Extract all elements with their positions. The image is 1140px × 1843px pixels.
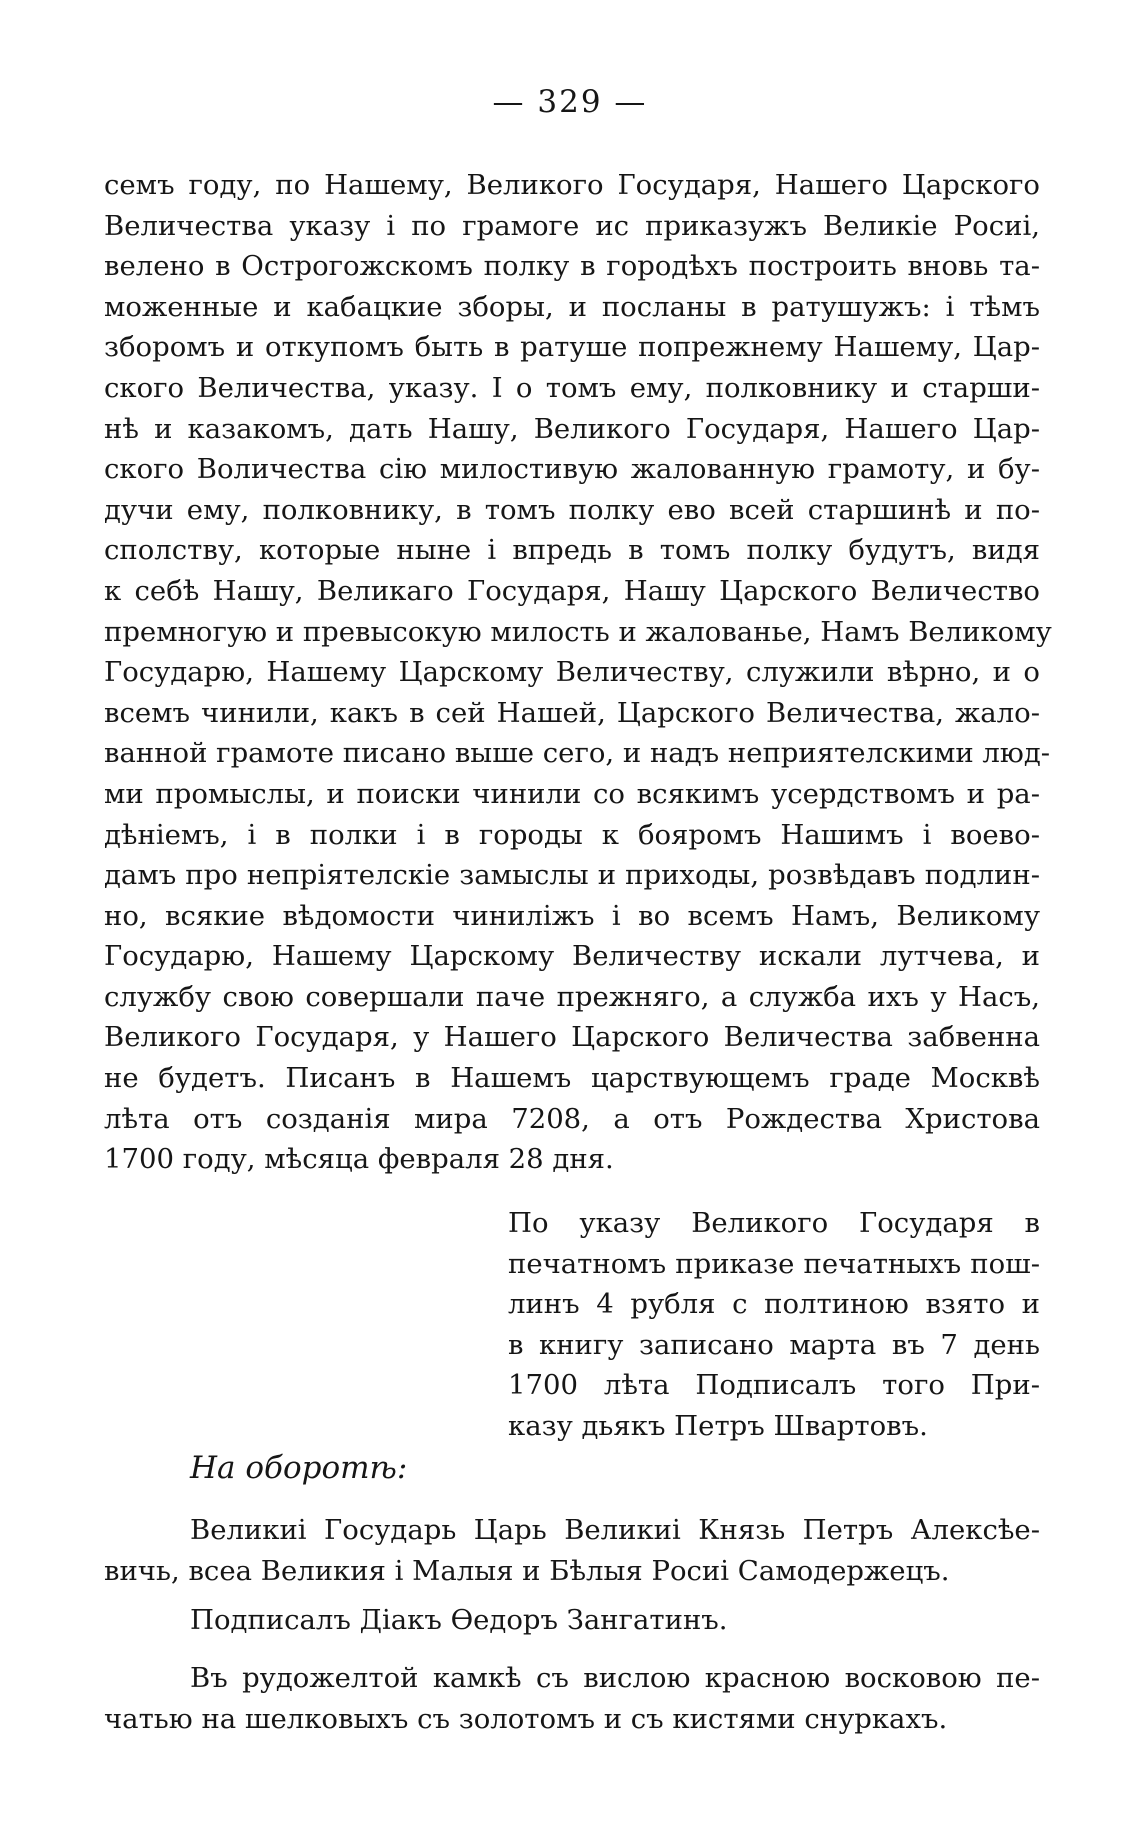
text-line: дамъ про непріятелскіе замыслы и приходы, розвѣдавъ подлин- <box>104 859 1040 892</box>
text-line: ского Воличества сію милостивую жалованную грамоту, и бу- <box>104 453 1040 486</box>
main-text <box>104 165 1052 1180</box>
text-line: велено в Острогожскомъ полку в городѣхъ построить вновь та- <box>104 250 1040 283</box>
text-line: семъ году, по Нашему, Великого Государя, Нашего Царского <box>104 169 1040 201</box>
note-line: казу дьякъ Петръ Швартовъ. <box>508 1409 928 1442</box>
note-line: линъ 4 рубля с полтиною взято и <box>508 1288 1040 1321</box>
text-line: зборомъ и откупомъ быть в ратуше попрежнему Нашему, Цар- <box>104 331 1040 364</box>
note-line: По указу Великого Государя в <box>508 1207 1040 1239</box>
text-line: ванной грамоте писано выше сего, и надъ неприятелскими люд- <box>104 737 1051 770</box>
text-line: моженные и кабацкие зборы, и посланы в ратушужъ: і тѣмъ <box>104 290 1040 323</box>
text-line: дѣніемъ, і в полки і в городы к бояромъ Нашимъ і воево- <box>104 818 1040 851</box>
verso-heading: На оборотѣ: <box>190 1450 408 1486</box>
text-line: дучи ему, полковнику, в томъ полку ево всей старшинѣ и по- <box>104 493 1040 526</box>
verso-line: Въ рудожелтой камкѣ съ вислою красною восковою пе- <box>190 1662 1040 1694</box>
verso-line: Подписалъ Діакъ Ѳедоръ Зангатинъ. <box>190 1604 728 1636</box>
text-line: Государю, Нашему Царскому Величеству искали лутчева, и <box>104 940 1040 973</box>
text-line: но, всякие вѣдомости чиниліжъ і во всемъ Намъ, Великому <box>104 899 1040 932</box>
text-line: 1700 году, мѣсяца февраля 28 дня. <box>104 1143 614 1176</box>
page-number: — 329 — <box>492 84 648 120</box>
text-line: премногую и превысокую милость и жалованье, Намъ Великому <box>104 615 1052 648</box>
text-line: к себѣ Нашу, Великаго Государя, Нашу Царского Величество <box>104 574 1040 607</box>
verso-line: чатью на шелковыхъ съ золотомъ и съ кистями снуркахъ. <box>104 1702 948 1735</box>
text-line: Величества указу і по грамоге ис приказужъ Великіе Росиі, <box>104 209 1040 242</box>
verso-line: Великиі Государь Царь Великиі Князь Петръ Алексѣе- <box>190 1514 1040 1546</box>
verso-paragraph-signature <box>104 1600 1040 1641</box>
text-line: ми промыслы, и поиски чинили со всякимъ усердствомъ и ра- <box>104 777 1040 810</box>
note-line: 1700 лѣта Подписалъ того При- <box>508 1369 1040 1402</box>
note-line: в книгу записано марта въ 7 день <box>508 1328 1040 1361</box>
verso-line: вичь, всеа Великия і Малыя и Бѣлыя Росиі Самодержецъ. <box>104 1554 950 1587</box>
text-line: лѣта отъ созданія мира 7208, а отъ Рождества Христова <box>104 1102 1040 1135</box>
text-line: сполству, которые ныне і впредь в томъ полку будутъ, видя <box>104 534 1040 567</box>
note-line: печатномъ приказе печатныхъ пош- <box>508 1247 1040 1280</box>
text-line: Государю, Нашему Царскому Величеству, служили вѣрно, и о <box>104 656 1040 689</box>
registration-note <box>508 1203 1040 1447</box>
text-line: всемъ чинили, какъ в сей Нашей, Царского Величества, жало- <box>104 696 1040 729</box>
text-line: ского Величества, указу. І о томъ ему, полковнику и старши- <box>104 371 1040 404</box>
text-line: нѣ и казакомъ, дать Нашу, Великого Государя, Нашего Цар- <box>104 412 1040 445</box>
verso-paragraph-title <box>104 1510 1040 1591</box>
text-line: службу свою совершали паче прежняго, а служба ихъ у Насъ, <box>104 980 1040 1013</box>
verso-paragraph-seal <box>104 1658 1040 1739</box>
text-line: Великого Государя, у Нашего Царского Величества забвенна <box>104 1021 1040 1054</box>
text-line: не будетъ. Писанъ в Нашемъ царствующемъ граде Москвѣ <box>104 1062 1040 1095</box>
